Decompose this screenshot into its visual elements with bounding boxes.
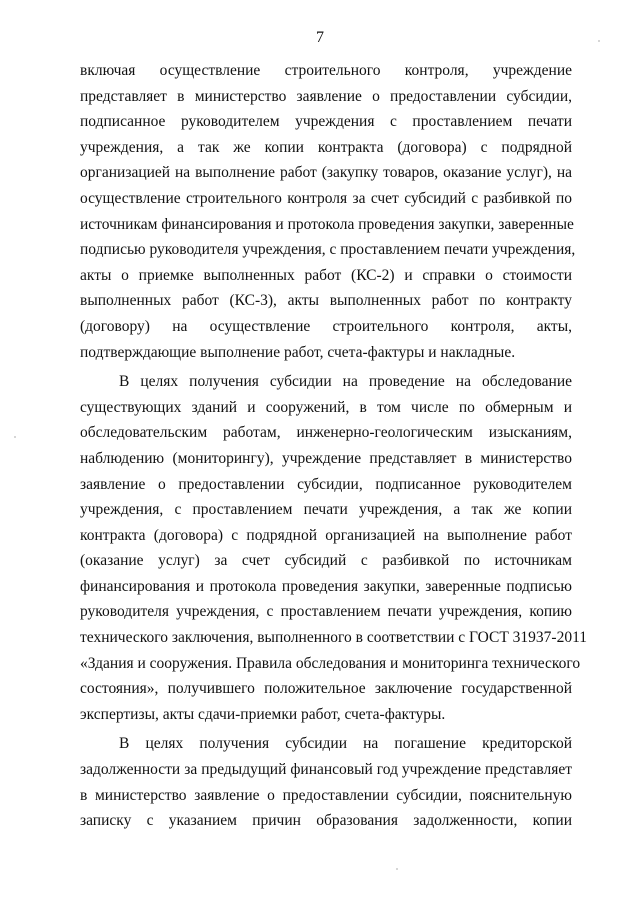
text-line: выполненных работ (КС-3), акты выполненных работ по контракту xyxy=(80,292,572,310)
document-body xyxy=(80,58,588,834)
paragraph-1 xyxy=(80,58,576,365)
text-line: учреждения, с проставлением печати учреждения, а так же копии xyxy=(80,501,572,519)
text-line: наблюдению (мониторингу), учреждение представляет в министерство xyxy=(80,449,572,467)
text-line: контракта (договора) с подрядной организацией на выполнение работ xyxy=(80,526,572,544)
text-line: заявление о предоставлении субсидии, подписанное руководителем xyxy=(80,475,572,493)
text-line: задолженности за предыдущий финансовый год учреждение представляет xyxy=(80,761,572,779)
text-line: представляет в министерство заявление о предоставлении субсидии, xyxy=(80,87,572,105)
text-line: состояния», получившего положительное заключение государственной xyxy=(80,680,572,698)
scan-speck xyxy=(14,436,16,438)
paragraph-3 xyxy=(80,731,572,833)
text-line: записку с указанием причин образования задолженности, копии xyxy=(80,812,572,830)
text-line: включая осуществление строительного контроля, учреждение xyxy=(80,62,572,79)
text-line: учреждения, а так же копии контракта (договора) с подрядной xyxy=(80,138,572,156)
text-line: руководителя учреждения, с проставлением печати учреждения, копию xyxy=(80,603,572,621)
text-line: (оказание услуг) за счет субсидий с разбивкой по источникам xyxy=(80,552,572,570)
text-line: подтверждающие выполнение работ, счета-фактуры и накладные. xyxy=(80,343,516,361)
page-number: 7 xyxy=(316,29,324,46)
scan-speck xyxy=(598,40,600,42)
scan-speck xyxy=(396,868,398,870)
text-line: акты о приемке выполненных работ (КС-2) и справки о стоимости xyxy=(80,266,572,284)
text-line: экспертизы, акты сдачи-приемки работ, счета-фактуры. xyxy=(80,705,446,723)
text-line: в министерство заявление о предоставлении субсидии, пояснительную xyxy=(80,786,572,804)
text-line: подписанное руководителем учреждения с проставлением печати xyxy=(80,113,572,131)
text-line: обследовательским работам, инженерно-геологическим изысканиям, xyxy=(80,424,572,442)
text-line: подписью руководителя учреждения, с проставлением печати учреждения, xyxy=(80,241,576,259)
paragraph-2 xyxy=(80,369,588,727)
text-line: существующих зданий и сооружений, в том числе по обмерным и xyxy=(80,398,572,416)
text-line: финансирования и протокола проведения закупки, заверенные подписью xyxy=(80,577,572,595)
text-line: «Здания и сооружения. Правила обследования и мониторинга технического xyxy=(80,654,581,672)
text-line: В целях получения субсидии на проведение на обследование xyxy=(119,373,572,391)
text-line: источникам финансирования и протокола проведения закупки, заверенные xyxy=(80,215,574,233)
text-line: В целях получения субсидии на погашение кредиторской xyxy=(119,735,572,753)
text-line: технического заключения, выполненного в соответствии с ГОСТ 31937-2011 xyxy=(80,629,588,647)
text-line: осуществление строительного контроля за счет субсидий с разбивкой по xyxy=(80,189,572,207)
text-line: организацией на выполнение работ (закупку товаров, оказание услуг), на xyxy=(80,164,572,182)
text-line: (договору) на осуществление строительного контроля, акты, xyxy=(80,317,572,335)
